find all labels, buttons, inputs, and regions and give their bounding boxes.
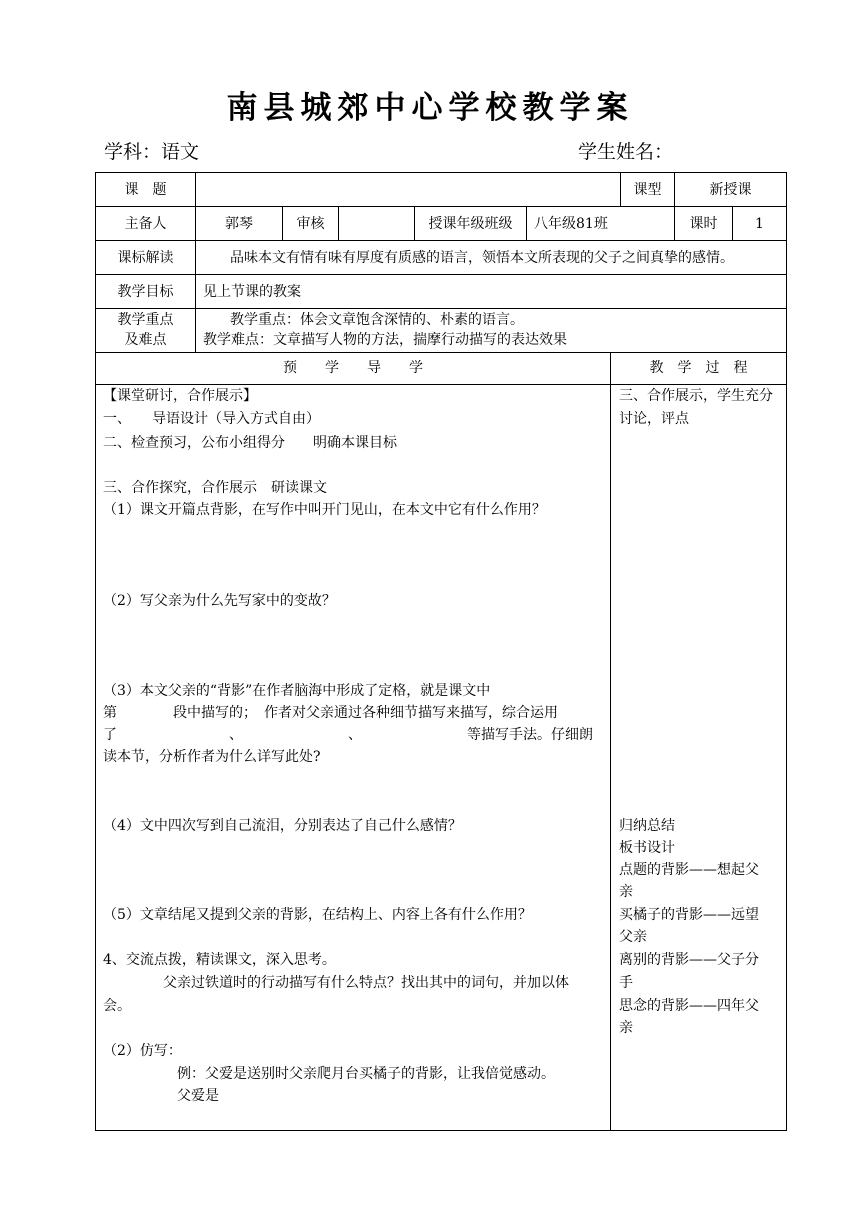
grade-label: 授课年级班级 xyxy=(428,216,513,232)
goal-value: 见上节课的教案 xyxy=(203,284,301,300)
right-line-6: 亲 xyxy=(619,884,633,900)
prestudy-header: 预 学 导 学 xyxy=(283,360,423,376)
left-line-5: （1）课文开篇点背影，在写作中叫开门见山，在本文中它有什么作用？ xyxy=(103,502,546,518)
grade-value: 八年级81班 xyxy=(534,216,608,232)
key-label-line1: 教学重点 xyxy=(117,312,174,328)
left-line-10: 读本节，分析作者为什么详写此处? xyxy=(103,749,321,765)
right-line-5: 点题的背影——想起父 xyxy=(619,862,759,878)
left-line-3: 二、检查预习，公布小组得分 明确本课目标 xyxy=(103,435,397,451)
left-line-18: 父爱是 xyxy=(177,1088,219,1104)
left-line-1: 【课堂研讨，合作展示】 xyxy=(103,388,257,404)
review-label: 审核 xyxy=(296,216,325,232)
right-line-1: 三、合作展示，学生充分 xyxy=(619,388,773,404)
left-line-13: 4、交流点拨，精读课文，深入思考。 xyxy=(103,952,336,968)
type-value: 新授课 xyxy=(709,182,752,198)
left-line-15: 会。 xyxy=(103,998,131,1014)
left-line-12: （5）文章结尾又提到父亲的背影，在结构上、内容上各有什么作用？ xyxy=(103,907,532,923)
difficult-point-text: 教学难点：文章描写人物的方法，揣摩行动描写的表达效果 xyxy=(203,332,567,348)
topic-label: 课 题 xyxy=(124,182,167,198)
type-label: 课型 xyxy=(633,182,662,198)
right-line-7: 买橘子的背影——远望 xyxy=(619,907,759,923)
right-line-8: 父亲 xyxy=(619,929,647,945)
standard-label: 课标解读 xyxy=(117,250,174,266)
right-line-12: 亲 xyxy=(619,1020,633,1036)
key-point-text: 教学重点：体会文章饱含深情的、朴素的语言。 xyxy=(230,312,524,328)
right-line-11: 思念的背影——四年父 xyxy=(619,998,759,1014)
right-line-2: 讨论，评点 xyxy=(619,411,689,427)
preparer-label: 主备人 xyxy=(124,216,167,232)
left-line-16: （2）仿写： xyxy=(103,1043,182,1059)
key-label-line2: 及难点 xyxy=(124,332,167,348)
page-title: 南县城郊中心学校教学案 xyxy=(226,90,634,126)
left-line-2: 一、 导语设计（导入方式自由） xyxy=(103,411,320,427)
left-line-7: （3）本文父亲的“背影”在作者脑海中形成了定格，就是课文中 xyxy=(103,683,491,699)
left-line-6: （2）写父亲为什么先写家中的变故？ xyxy=(103,593,336,609)
hours-label: 课时 xyxy=(689,216,718,232)
right-line-9: 离别的背影——父子分 xyxy=(619,952,759,968)
left-line-8: 第 段中描写的； 作者对父亲通过各种细节描写来描写，综合运用 xyxy=(103,705,558,721)
left-line-17: 例：父爱是送别时父亲爬月台买橘子的背影，让我倍觉感动。 xyxy=(177,1066,555,1082)
student-name-label: 学生姓名： xyxy=(578,141,674,163)
right-line-4: 板书设计 xyxy=(619,840,675,856)
left-line-11: （4）文中四次写到自己流泪，分别表达了自己什么感情？ xyxy=(103,818,462,834)
preparer-value: 郭琴 xyxy=(225,216,253,232)
goal-label: 教学目标 xyxy=(117,284,174,300)
left-line-9: 了 、 、 等描写手法。仔细朗 xyxy=(103,727,593,743)
hours-value: 1 xyxy=(755,216,764,232)
right-line-10: 手 xyxy=(619,975,633,991)
left-line-4: 三、合作探究，合作展示 研读课文 xyxy=(103,480,327,496)
left-line-14: 父亲过铁道时的行动描写有什么特点？找出其中的词句，并加以体 xyxy=(163,975,569,991)
standard-value: 品味本文有情有味有厚度有质感的语言，领悟本文所表现的父子之间真挚的感情。 xyxy=(230,250,734,266)
subject-label: 学科：语文 xyxy=(104,141,200,163)
teaching-process-header: 教 学 过 程 xyxy=(649,360,748,376)
right-line-3: 归纳总结 xyxy=(619,818,675,834)
